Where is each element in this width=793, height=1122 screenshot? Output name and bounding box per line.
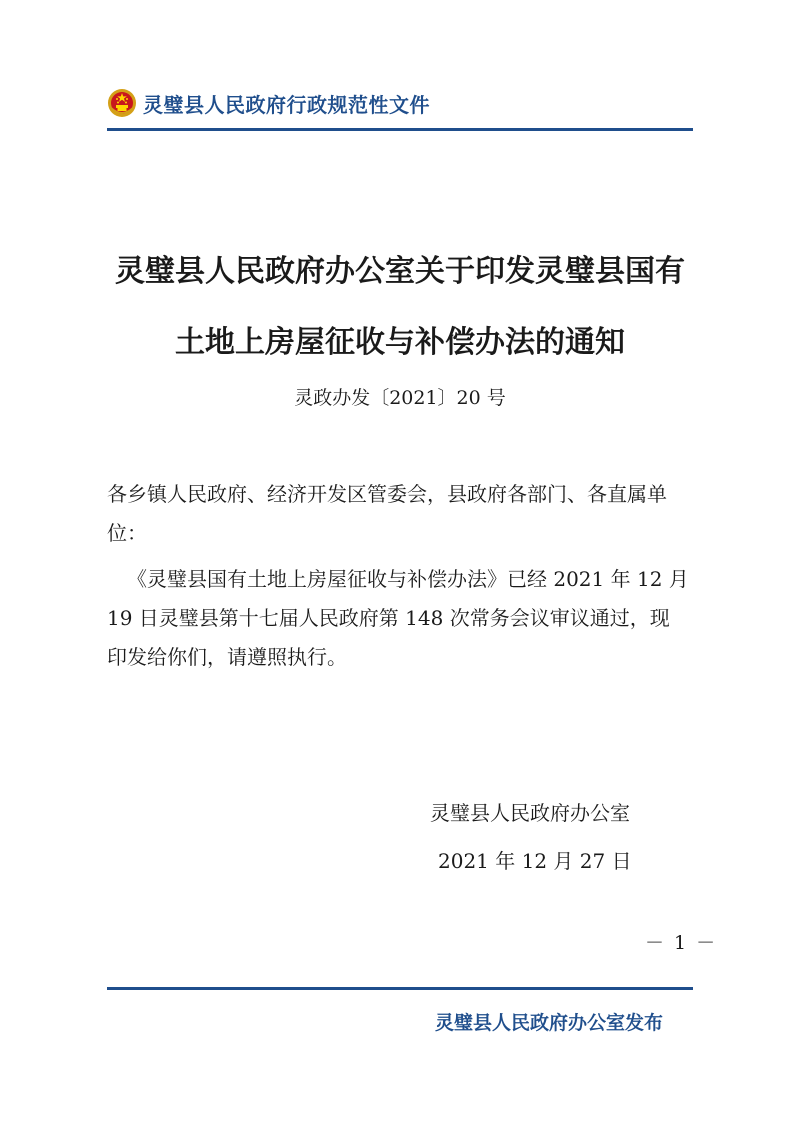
footer-divider: [107, 987, 693, 990]
document-title-line1: 灵璧县人民政府办公室关于印发灵璧县国有: [115, 254, 685, 289]
footer-publisher: 灵璧县人民政府办公室发布: [435, 1012, 664, 1034]
body-paragraph: [107, 560, 699, 677]
body-line1: 《灵璧县国有土地上房屋征收与补偿办法》已经 2021 年 12 月: [127, 567, 689, 591]
document-header: [107, 86, 430, 120]
page-number: － 1 －: [645, 932, 718, 954]
body-line2: 19 日灵璧县第十七届人民政府第 148 次常务会议审议通过，现: [107, 606, 670, 630]
salutation: [107, 475, 699, 553]
header-divider: [107, 128, 693, 131]
document-number: 灵政办发〔2021〕20 号: [294, 387, 506, 409]
signature-organization: 灵璧县人民政府办公室: [430, 801, 630, 825]
signature-date: 2021 年 12 月 27 日: [438, 849, 632, 873]
salutation-line2: 位：: [107, 521, 147, 545]
body-line3: 印发给你们，请遵照执行。: [107, 645, 347, 669]
salutation-line1: 各乡镇人民政府、经济开发区管委会，县政府各部门、各直属单: [107, 482, 667, 506]
national-emblem-icon: [107, 88, 137, 118]
header-title: 灵璧县人民政府行政规范性文件: [143, 92, 430, 117]
document-title-line2: 土地上房屋征收与补偿办法的通知: [175, 325, 625, 360]
